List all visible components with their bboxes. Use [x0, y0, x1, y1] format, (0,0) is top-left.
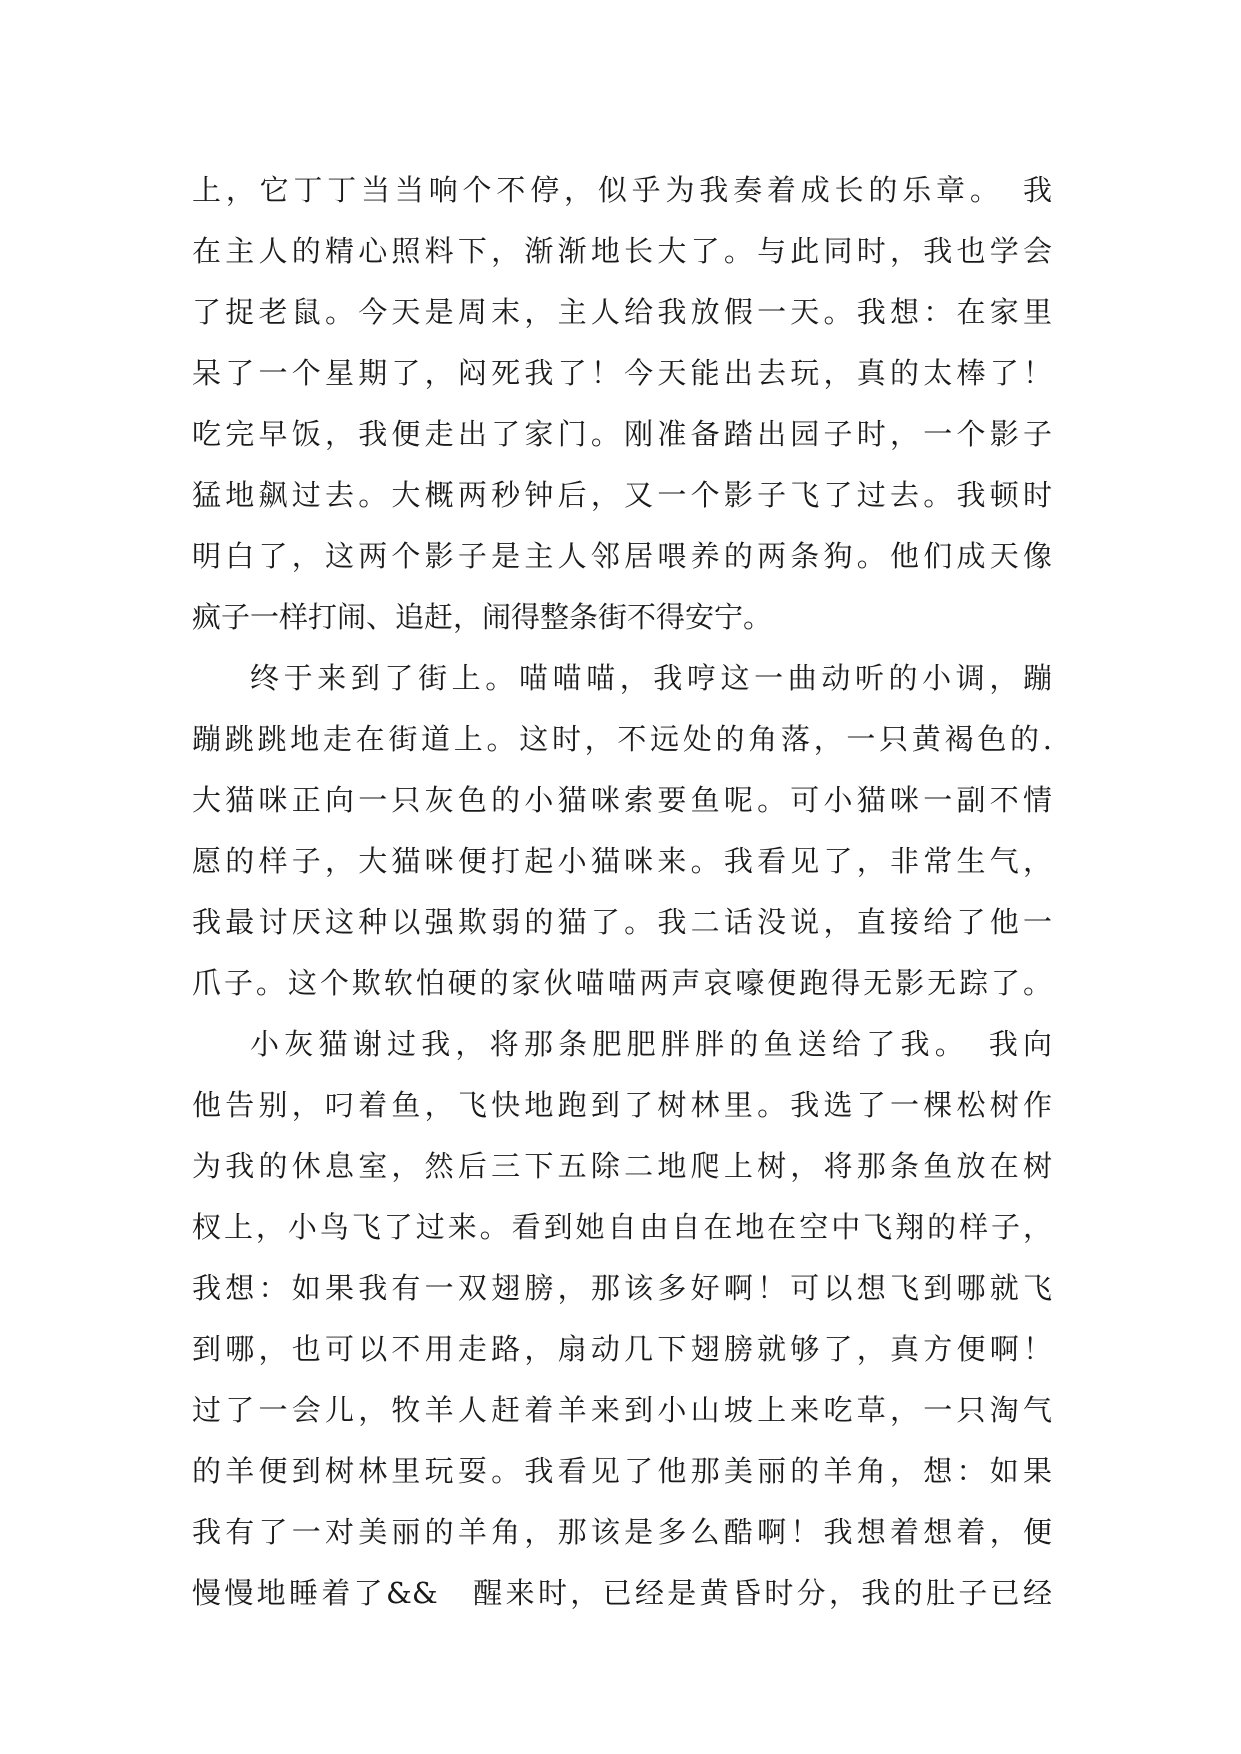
paragraph-first-line: 终于来到了街上。喵喵喵，我哼这一曲动听的小调，蹦 [250, 661, 1052, 695]
text-line: 到哪，也可以不用走路，扇动几下翅膀就够了，真方便啊！ [192, 1332, 1052, 1366]
article-body [192, 160, 1052, 1624]
text-line: 吃完早饭，我便走出了家门。刚准备踏出园子时，一个影子 [192, 417, 1052, 451]
text-line: 了捉老鼠。今天是周末，主人给我放假一天。我想：在家里 [192, 295, 1052, 329]
text-line: 呆了一个星期了，闷死我了！今天能出去玩，真的太棒了！ [192, 356, 1052, 390]
text-line: 蹦跳跳地走在街道上。这时，不远处的角落，一只黄褐色的. [192, 722, 1052, 756]
text-line: 慢慢地睡着了&& 醒来时，已经是黄昏时分，我的肚子已经 [192, 1576, 1052, 1610]
text-line: 过了一会儿，牧羊人赶着羊来到小山坡上来吃草，一只淘气 [192, 1393, 1052, 1427]
text-line: 为我的休息室，然后三下五除二地爬上树，将那条鱼放在树 [192, 1149, 1052, 1183]
text-line: 愿的样子，大猫咪便打起小猫咪来。我看见了，非常生气， [192, 844, 1052, 878]
text-line: 疯子一样打闹、追赶，闹得整条街不得安宁。 [192, 600, 773, 634]
text-line: 猛地飙过去。大概两秒钟后，又一个影子飞了过去。我顿时 [192, 478, 1052, 512]
text-line: 杈上，小鸟飞了过来。看到她自由自在地在空中飞翔的样子， [192, 1210, 1052, 1244]
text-line: 上，它丁丁当当响个不停，似乎为我奏着成长的乐章。 我 [192, 173, 1052, 207]
text-line: 我想：如果我有一双翅膀，那该多好啊！可以想飞到哪就飞 [192, 1271, 1052, 1305]
text-line: 我最讨厌这种以强欺弱的猫了。我二话没说，直接给了他一 [192, 905, 1052, 939]
text-line: 我有了一对美丽的羊角，那该是多么酷啊！我想着想着，便 [192, 1515, 1052, 1549]
text-line: 大猫咪正向一只灰色的小猫咪索要鱼呢。可小猫咪一副不情 [192, 783, 1052, 817]
text-line: 的羊便到树林里玩耍。我看见了他那美丽的羊角，想：如果 [192, 1454, 1052, 1488]
text-line: 在主人的精心照料下，渐渐地长大了。与此同时，我也学会 [192, 234, 1052, 268]
text-line: 爪子。这个欺软怕硬的家伙喵喵两声哀嚎便跑得无影无踪了。 [192, 966, 1052, 1000]
text-line: 他告别，叼着鱼，飞快地跑到了树林里。我选了一棵松树作 [192, 1088, 1052, 1122]
paragraph-first-line: 小灰猫谢过我，将那条肥肥胖胖的鱼送给了我。 我向 [250, 1027, 1052, 1061]
text-line: 明白了，这两个影子是主人邻居喂养的两条狗。他们成天像 [192, 539, 1052, 573]
